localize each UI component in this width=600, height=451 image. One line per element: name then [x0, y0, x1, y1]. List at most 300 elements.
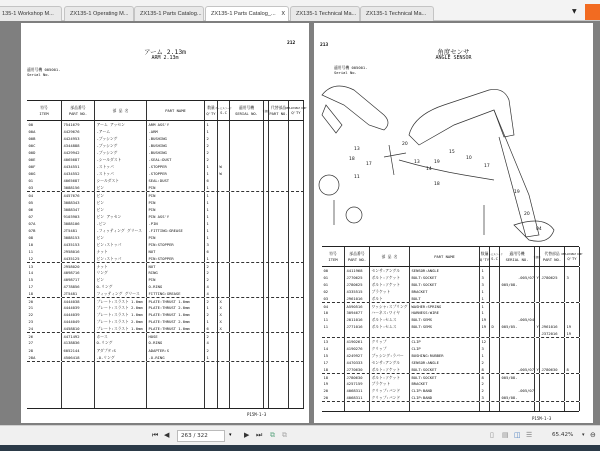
table-cell: 1 [205, 170, 218, 177]
previous-page-icon[interactable]: ◀ [164, 431, 170, 439]
table-cell [269, 156, 289, 163]
table-cell [565, 394, 580, 401]
next-view-icon[interactable]: ⧉ [282, 431, 287, 439]
table-cell: 2 [205, 298, 218, 305]
table-cell: O-RING [147, 339, 205, 346]
header-label: 互換性 [533, 255, 541, 259]
table-cell: 4344888 [62, 142, 95, 149]
table-cell: 1 [205, 354, 218, 361]
table-cell [540, 387, 565, 394]
table-cell [370, 330, 410, 337]
header-label: Q'TY [479, 257, 490, 262]
tab-label: ZX135-1 Parts Catalog... [140, 11, 202, 17]
header-label: PART NAME [434, 254, 455, 259]
table-cell: ワッシャ:スプリング [370, 303, 410, 310]
table-cell: フィッティング グリース [95, 290, 147, 297]
table-row [322, 330, 579, 337]
table-cell: 4429942 [62, 149, 95, 156]
tab-label: ZX135-1 Technical Ma... [366, 11, 427, 17]
table-cell [500, 402, 535, 411]
table-cell: 00B [27, 135, 62, 142]
table-cell [230, 177, 264, 184]
table-cell: ボルト:ソケット [370, 374, 410, 381]
table-cell [289, 142, 304, 149]
table-cell [218, 135, 230, 142]
table-cell: 2 [480, 380, 490, 387]
table-cell: 01 [322, 281, 345, 288]
table-cell: ピン:ストッパ [95, 255, 147, 262]
table-cell: 4068311 [345, 394, 370, 401]
table-cell: BRACKET [410, 380, 480, 387]
table-cell [230, 128, 264, 135]
table-cell [230, 184, 264, 191]
callout-label: 17 [366, 162, 372, 167]
table-cell: 4249927 [345, 352, 370, 359]
table-cell [500, 295, 535, 302]
table-cell: PLATE:THRUST 2.0mm [147, 304, 205, 311]
left-page [21, 23, 309, 423]
table-cell: -シールダスト [95, 156, 147, 163]
table-cell [565, 352, 580, 359]
table-cell: 2 [205, 311, 218, 318]
table-cell [230, 156, 264, 163]
table-cell: 4444039 [62, 304, 95, 311]
table-cell: シールダスト [95, 177, 147, 184]
header-label: SERIAL NO. [505, 257, 529, 262]
table-cell [230, 199, 264, 206]
table-row [27, 255, 304, 262]
table-cell: Y [536, 366, 539, 372]
table-cell: 26 [27, 333, 62, 340]
header-label: PART NO. [269, 111, 288, 116]
table-cell: O-リング [95, 339, 147, 346]
table-row [27, 262, 304, 269]
table-cell: ボルト:セムス [370, 323, 410, 330]
table-row [322, 380, 579, 387]
table-cell [269, 276, 289, 283]
table-cell [230, 325, 264, 332]
table-cell: 8 [565, 366, 580, 373]
table-row [322, 337, 579, 344]
table-cell: ピン [95, 199, 147, 206]
table-cell [218, 241, 230, 248]
table-cell: クリップ [370, 338, 410, 345]
table-cell: 23 [27, 318, 62, 325]
table-cell [540, 352, 565, 359]
table-row [322, 267, 579, 274]
table-cell [230, 318, 264, 325]
table-cell [500, 359, 535, 366]
table-cell: 8 [480, 366, 490, 373]
table-cell: 28 [27, 347, 62, 354]
table-cell [289, 199, 304, 206]
table-cell [230, 213, 264, 220]
table-cell [230, 248, 264, 255]
table-cell: PIN [147, 199, 205, 206]
zoom-dropdown-icon[interactable]: ▾ [582, 432, 585, 438]
table-cell: -STOPPER [147, 170, 205, 177]
page-title: ANGLE SENSOR [435, 55, 472, 61]
table-row [27, 332, 304, 339]
table-cell: 24 [27, 325, 62, 332]
table-cell: 6 [205, 177, 218, 184]
table-cell: CLIP:BAND [410, 394, 480, 401]
table-cell: ARM ASS'Y [147, 121, 205, 128]
table-cell: 12 [27, 255, 62, 262]
table-cell [289, 248, 304, 255]
next-page-icon[interactable]: ▶ [244, 431, 250, 439]
table-cell [289, 135, 304, 142]
table-row [27, 318, 304, 325]
table-cell: J958020 [62, 263, 95, 270]
table-cell: 3 [480, 281, 490, 288]
table-cell: Y [536, 275, 539, 281]
table-cell: 4190261 [345, 338, 370, 345]
tab-list-dropdown-icon[interactable]: ▼ [572, 8, 577, 15]
zoom-out-icon[interactable]: ⊖ [590, 431, 596, 439]
table-cell [230, 255, 264, 262]
table-cell [500, 352, 535, 359]
table-cell: 1 [205, 255, 218, 262]
document-viewer [0, 21, 600, 425]
table-cell [269, 290, 289, 297]
app-badge-button[interactable] [585, 4, 600, 20]
header-label: 符号 [329, 251, 337, 256]
table-row [27, 199, 304, 206]
table-cell [218, 156, 230, 163]
table-cell: 4335515 [345, 288, 370, 295]
table-cell: 3 [480, 345, 490, 352]
table-cell: 2 [205, 149, 218, 156]
table-cell: 00D [27, 149, 62, 156]
header-label: SERIAL NO. [235, 111, 258, 116]
table-cell: クリップ [370, 345, 410, 352]
table-cell: ブラケット [370, 380, 410, 387]
table-cell: プレート:スラスト 1.0mm [95, 325, 147, 332]
header-cell [285, 101, 307, 120]
table-cell: 07A [27, 220, 62, 227]
table-cell [289, 276, 304, 283]
zoom-level[interactable]: 65.42% [552, 432, 574, 438]
table-cell [540, 309, 565, 316]
header-cell [95, 101, 147, 120]
table-cell: ピン:ストッパ [95, 241, 147, 248]
table-row [322, 359, 579, 366]
table-cell: 4411968 [345, 267, 370, 274]
header-cell [370, 247, 410, 266]
table-cell [490, 387, 500, 394]
table-cell [230, 339, 264, 346]
table-cell: PIN [147, 184, 205, 191]
tab-4[interactable] [205, 6, 289, 22]
table-row [27, 170, 304, 177]
table-cell [218, 184, 230, 191]
table-cell: O-リング [95, 283, 147, 290]
table-cell [230, 290, 264, 297]
table-cell: W [218, 163, 230, 170]
table-cell [289, 347, 304, 354]
table-cell: 08 [27, 234, 62, 241]
table-cell: 4444049 [62, 318, 95, 325]
header-label: 数量 [480, 251, 489, 256]
table-cell: 03 [322, 295, 345, 302]
header-label: 代替部品 [270, 105, 287, 110]
table-cell: -005/07 [500, 387, 535, 394]
table-cell [565, 309, 580, 316]
table-cell: 4444039 [62, 311, 95, 318]
table-cell [289, 362, 304, 408]
header-label: Q'TY [206, 111, 216, 116]
page-title: ARM 2.13m [151, 55, 179, 61]
table-cell: BOLT [410, 295, 480, 302]
tab-2[interactable] [64, 6, 134, 21]
table-cell: プレート:スラスト 1.0mm [95, 298, 147, 305]
table-cell: 2 [205, 135, 218, 142]
callout-label: 20 [402, 142, 408, 147]
serial-label: Serial No. [27, 72, 50, 77]
table-cell [289, 339, 304, 346]
page-number-input[interactable]: 263 / 322 [177, 430, 225, 442]
parts-table [322, 246, 583, 412]
table-cell [289, 121, 304, 128]
table-cell [218, 177, 230, 184]
table-cell [322, 402, 345, 411]
table-cell [289, 128, 304, 135]
table-cell [540, 288, 565, 295]
table-cell: 07B [27, 227, 62, 234]
table-cell [230, 347, 264, 354]
table-cell: 07 [27, 213, 62, 220]
table-cell: 4 [205, 283, 218, 290]
table-cell [218, 290, 230, 297]
table-cell: 4778856 [62, 283, 95, 290]
callout-label: 19 [434, 160, 440, 165]
table-cell: -FITTING:GREASE [147, 227, 205, 234]
table-cell [565, 267, 580, 274]
callout-label: 18 [434, 182, 440, 187]
page-title-jp: アーム 2.13m [143, 48, 187, 56]
table-row [27, 241, 304, 248]
table-cell: ボルト:セムス [370, 316, 410, 323]
table-row [27, 325, 304, 332]
table-cell: BUSHING:RUBBER [410, 352, 480, 359]
header-cell [230, 101, 264, 120]
table-row [27, 149, 304, 156]
page-number: 212 [287, 41, 296, 46]
table-cell [218, 362, 230, 408]
table-cell: 1 [205, 318, 218, 325]
table-cell: 6 [205, 248, 218, 255]
table-cell: X [218, 325, 230, 332]
header-cell [540, 247, 565, 266]
header-label: S.C [220, 110, 227, 115]
table-row [27, 220, 304, 227]
callout-label: 17 [484, 164, 490, 169]
table-cell [490, 359, 500, 366]
table-cell [230, 269, 264, 276]
table-cell: A590516 [345, 303, 370, 310]
table-cell: 4098717 [62, 276, 95, 283]
table-cell: 1 [205, 163, 218, 170]
table-row [27, 121, 304, 128]
table-cell: RING [147, 269, 205, 276]
tab-label: ZX135-1 Operating M... [70, 11, 129, 17]
two-page-continuous-view-icon[interactable]: ☰ [526, 431, 533, 439]
single-page-view-icon[interactable]: ▯ [490, 431, 494, 439]
table-cell: ブラケット [370, 288, 410, 295]
last-page-icon[interactable]: ⏭ [256, 431, 263, 439]
table-row [322, 345, 579, 352]
table-cell: BOLT:SEMS [410, 323, 480, 330]
table-cell [289, 184, 304, 191]
table-cell: 19 [480, 323, 490, 330]
table-cell: 3 [480, 274, 490, 281]
table-cell: 01 [322, 274, 345, 281]
table-cell: ピン [95, 192, 147, 199]
callout-label: 18 [349, 157, 355, 162]
first-page-icon[interactable]: ⏮ [152, 431, 159, 439]
callout-label: 15 [449, 150, 455, 155]
table-cell [218, 269, 230, 276]
tab-label: ZX135-1 Parts Catalog_... [211, 11, 276, 17]
table-cell: -ブッシング [95, 142, 147, 149]
table-cell [500, 345, 535, 352]
header-label: サービスコード [486, 253, 503, 256]
table-cell: 18 [322, 374, 345, 381]
table-cell [218, 255, 230, 262]
table-cell [230, 304, 264, 311]
table-cell: Y [536, 324, 539, 330]
table-cell: 4470333 [345, 359, 370, 366]
table-cell: X [218, 318, 230, 325]
table-cell [230, 241, 264, 248]
table-cell: 2 [480, 387, 490, 394]
navigation-toolbar [0, 425, 600, 445]
table-cell: 005/08- [500, 374, 535, 381]
table-cell [500, 288, 535, 295]
table-cell [289, 255, 304, 262]
table-cell [289, 170, 304, 177]
table-cell: -PIN [147, 220, 205, 227]
table-row [27, 347, 304, 354]
table-cell: 03 [27, 184, 62, 191]
table-cell: 19 [565, 323, 580, 330]
table-cell [27, 362, 62, 408]
table-cell [490, 330, 500, 337]
table-cell: 2 [480, 359, 490, 366]
table-row [322, 316, 579, 323]
table-cell: 005/08- [500, 281, 535, 288]
table-cell [218, 213, 230, 220]
table-cell: 4098716 [62, 269, 95, 276]
table-cell: J770630 [345, 366, 370, 373]
table-cell: HOSE [147, 333, 205, 340]
table-cell [289, 206, 304, 213]
page-dropdown-icon[interactable]: ▾ [229, 432, 232, 438]
table-cell [230, 276, 264, 283]
table-row [27, 135, 304, 142]
tab-5[interactable] [290, 6, 360, 21]
table-cell: J780625 [345, 281, 370, 288]
table-cell: クリップ:バンド [370, 394, 410, 401]
continuous-view-icon[interactable]: ▤ [502, 431, 509, 439]
table-cell: BOLT:SEMS [410, 316, 480, 323]
table-cell [540, 316, 565, 323]
table-cell: 1 [205, 304, 218, 311]
table-cell: ピン [95, 234, 147, 241]
table-cell [218, 234, 230, 241]
table-cell: ボルト [370, 295, 410, 302]
table-cell: 18 [27, 290, 62, 297]
header-label: 部 品 名 [112, 107, 129, 113]
tab-label: ZX135-1 Technical Ma... [296, 11, 357, 17]
table-cell: -O-RING [147, 354, 205, 361]
table-cell [218, 149, 230, 156]
table-cell: -BUSHING [147, 149, 205, 156]
table-cell: SENSOR:ANGLE [410, 267, 480, 274]
table-cell: ピン [95, 184, 147, 191]
two-page-view-icon[interactable]: ◫ [514, 431, 521, 439]
table-cell: リング [95, 269, 147, 276]
table-cell: 4506418 [62, 354, 95, 361]
tab-6[interactable] [360, 6, 434, 21]
header-label: 互換性 [262, 109, 270, 113]
page-number: 213 [320, 43, 329, 48]
tab-1[interactable] [0, 6, 62, 21]
header-cell [205, 101, 218, 120]
table-cell: PIN:STOPPER [147, 255, 205, 262]
table-cell [218, 142, 230, 149]
table-cell: ADAPTER:S [147, 347, 205, 354]
table-cell [269, 248, 289, 255]
table-cell: 00C [27, 142, 62, 149]
table-cell [289, 311, 304, 318]
table-cell: 4138836 [62, 339, 95, 346]
table-cell: -ブッシング [95, 149, 147, 156]
page-footer: P15M-1-3 [247, 412, 267, 417]
table-cell: 05 [27, 199, 62, 206]
table-cell: 15 [27, 276, 62, 283]
table-cell [289, 156, 304, 163]
previous-view-icon[interactable]: ⧉ [270, 431, 275, 439]
header-label: REPLACEABLE PART [561, 252, 583, 256]
close-tab-icon[interactable]: x [281, 10, 285, 17]
table-cell [565, 359, 580, 366]
table-cell [218, 220, 230, 227]
table-cell: ピン アッセン [95, 213, 147, 220]
table-cell: PIN [147, 234, 205, 241]
header-cell [147, 101, 205, 120]
header-label: 適用号機 [509, 251, 525, 256]
table-cell: 1 [205, 192, 218, 199]
tab-3[interactable] [134, 6, 204, 21]
table-cell [289, 234, 304, 241]
table-cell [289, 149, 304, 156]
table-cell: 4435153 [62, 241, 95, 248]
table-cell: 3088347 [62, 206, 95, 213]
table-cell [269, 135, 289, 142]
table-cell: X [218, 304, 230, 311]
table-cell [289, 163, 304, 170]
table-cell [540, 380, 565, 387]
table-cell [230, 234, 264, 241]
table-cell: 06 [27, 206, 62, 213]
table-cell: 19 [322, 380, 345, 387]
table-cell [490, 366, 500, 373]
table-cell: 27 [27, 339, 62, 346]
table-cell: ボルト:ソケット [370, 274, 410, 281]
table-cell: 1 [205, 227, 218, 234]
